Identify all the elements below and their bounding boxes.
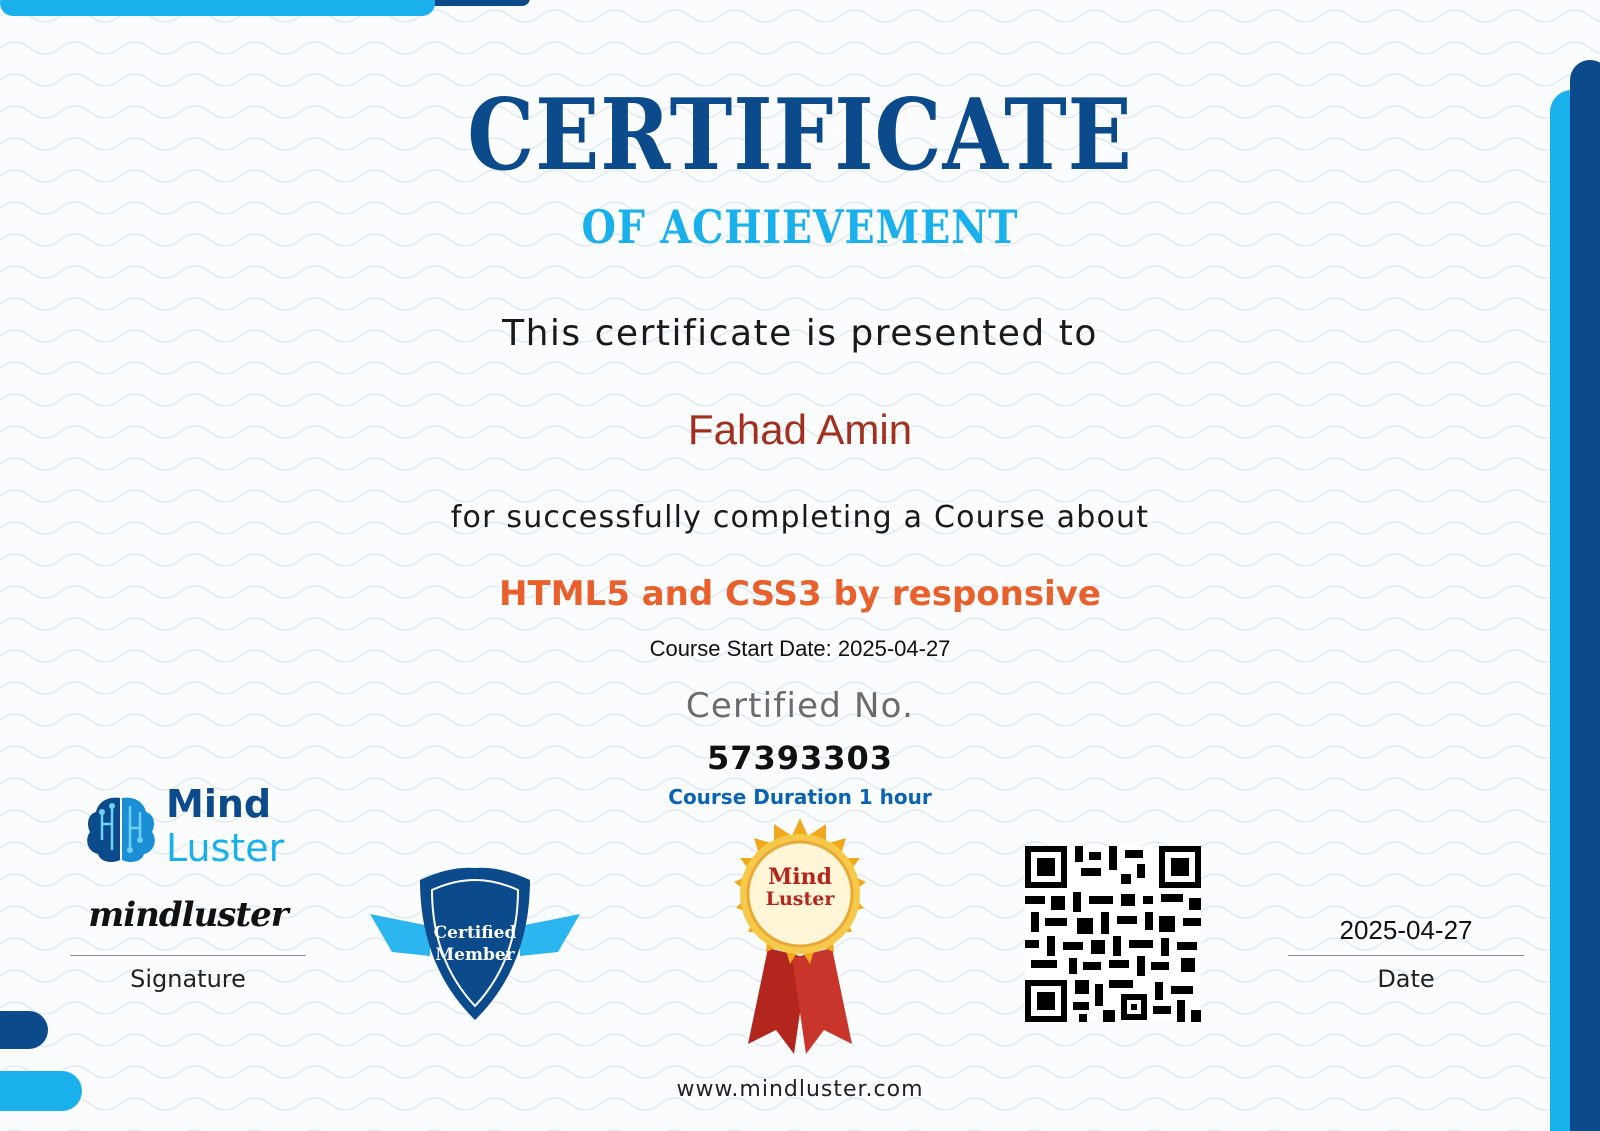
website-link[interactable]: www.mindluster.com	[676, 1077, 924, 1102]
medal-line-mind: Mind	[767, 864, 833, 890]
badge-line-certified: Certified	[433, 923, 517, 943]
certified-number-label: Certified No.	[685, 686, 915, 726]
brain-circuit-icon	[84, 794, 158, 866]
signature-line	[70, 955, 306, 956]
top-left-decoration	[0, 0, 540, 20]
date-line	[1288, 955, 1524, 956]
course-duration: Course Duration 1 hour	[668, 785, 932, 809]
gold-medal-icon	[712, 818, 888, 1058]
badge-line-member: Member	[435, 945, 515, 965]
presented-to-text: This certificate is presented to	[502, 313, 1098, 354]
date-value: 2025-04-27	[1339, 915, 1473, 945]
date-label: Date	[1377, 965, 1435, 993]
medal-line-luster: Luster	[765, 888, 835, 910]
recipient-name: Fahad Amin	[687, 406, 913, 453]
logo-luster-text: Luster	[166, 826, 285, 870]
completion-text: for successfully completing a Course about	[450, 500, 1150, 535]
course-start-date: Course Start Date: 2025-04-27	[649, 636, 951, 661]
certificate-title: CERTIFICATE	[467, 78, 1133, 193]
certificate-subtitle: OF ACHIEVEMENT	[581, 200, 1019, 254]
signature-script: mindluster	[88, 895, 288, 935]
logo-mind-text: Mind	[166, 782, 272, 826]
signature-label: Signature	[130, 965, 246, 993]
qr-code-icon[interactable]	[1025, 846, 1201, 1022]
course-name: HTML5 and CSS3 by responsive	[499, 574, 1101, 614]
certified-number: 57393303	[706, 739, 894, 777]
